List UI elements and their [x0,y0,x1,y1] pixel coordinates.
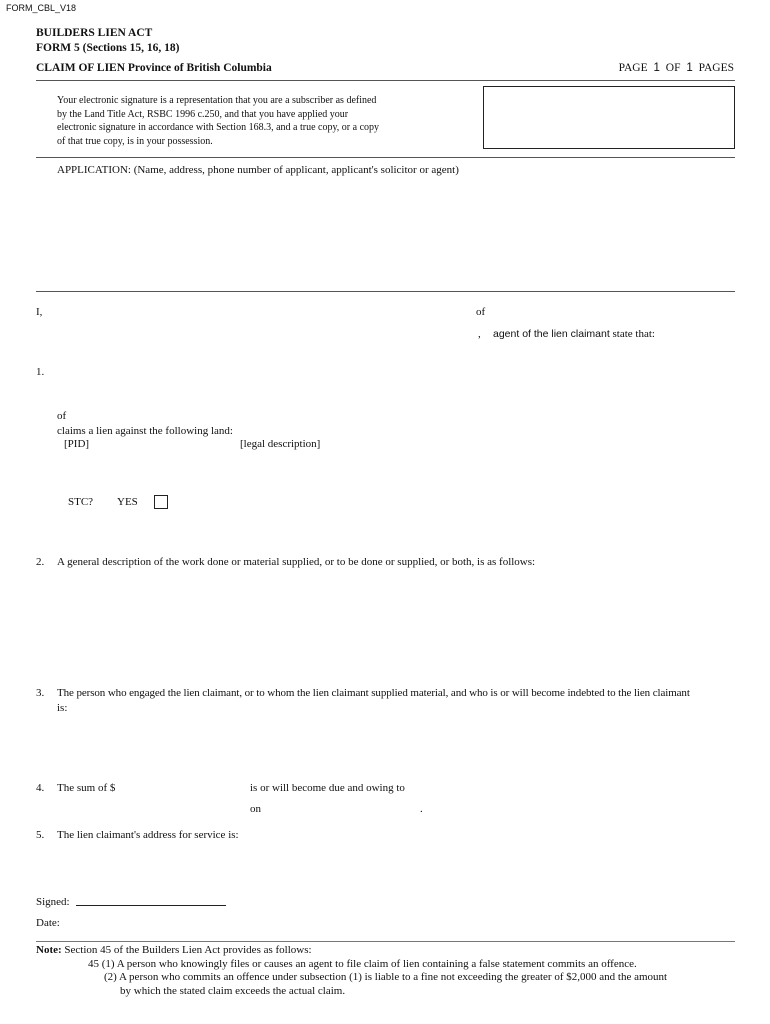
stc-yes-checkbox[interactable] [154,495,168,509]
claims-label: claims a lien against the following land: [57,425,233,437]
comma: , [478,328,481,340]
signature-line[interactable] [76,905,226,906]
of-label: of [476,306,486,318]
divider [36,157,735,158]
date-label: Date: [36,917,60,929]
divider [36,80,735,81]
stc-label: STC? [68,496,94,508]
sum-label: The sum of $ [57,782,116,794]
legal-description-label: [legal description] [240,438,321,450]
on-label: on [250,803,261,815]
due-label: is or will become due and owing to [250,782,405,794]
declarant-label: I, [36,306,43,318]
item-number: 5. [36,829,45,841]
act-title: BUILDERS LIEN ACT [36,27,153,39]
note-subsection-2-cont: by which the stated claim exceeds the actual claim. [120,985,346,997]
note-subsection-2: (2) A person who commits an offence under subsection (1) is liable to a fine not exceeding the greater of $2,000 and the amount [104,971,668,983]
divider [36,291,735,292]
pid-label: [PID] [64,438,90,450]
period: . [420,803,423,815]
divider [36,941,735,942]
page-title: CLAIM OF LIEN Province of British Columbia [36,62,272,74]
item-number: 1. [36,366,45,378]
work-description-label: A general description of the work done or material supplied, or to be done or supplied, or both, is as follows: [57,556,536,568]
form-code: FORM_CBL_V18 [6,3,77,13]
total-pages: 1 [686,62,693,74]
signed-label: Signed: [36,896,70,908]
of-label: OF [665,62,681,74]
signature-notice: Your electronic signature is a representation that you are a subscriber as defined by the Land Title Act, RSBC 1996 c.250, and that you have applied your electronic signature in accordance with Section 168.3, and a true copy, or a copy of that true copy, is in your possession. [57,95,380,147]
page-count [619,63,734,75]
of-label: of [57,410,67,422]
address-for-service-label: The lien claimant's address for service is: [57,829,239,841]
state-label: state that: [612,328,655,340]
pages-label: PAGES [698,62,734,74]
application-label: APPLICATION: (Name, address, phone number of applicant, applicant's solicitor or agent) [57,164,459,176]
agent-statement [493,329,655,340]
agent-label: agent of the lien claimant [493,328,610,340]
engager-label: The person who engaged the lien claimant, or to whom the lien claimant supplied material, and who is or will become indebted to the lien claimant [57,687,690,699]
note-text: Section 45 of the Builders Lien Act provides as follows: [64,944,312,956]
note-intro [36,945,312,956]
page-number: 1 [653,62,660,74]
note-subsection-1: 45 (1) A person who knowingly files or causes an agent to file claim of lien containing a false statement commits an offence. [88,958,637,970]
yes-label: YES [117,496,138,508]
item-number: 4. [36,782,45,794]
item-number: 3. [36,687,45,699]
electronic-signature-box[interactable] [483,86,735,149]
note-label: Note: [36,944,62,956]
engager-label-cont: is: [57,702,68,714]
page-label: PAGE [618,62,648,74]
item-number: 2. [36,556,45,568]
form-number: FORM 5 (Sections 15, 16, 18) [36,42,180,54]
